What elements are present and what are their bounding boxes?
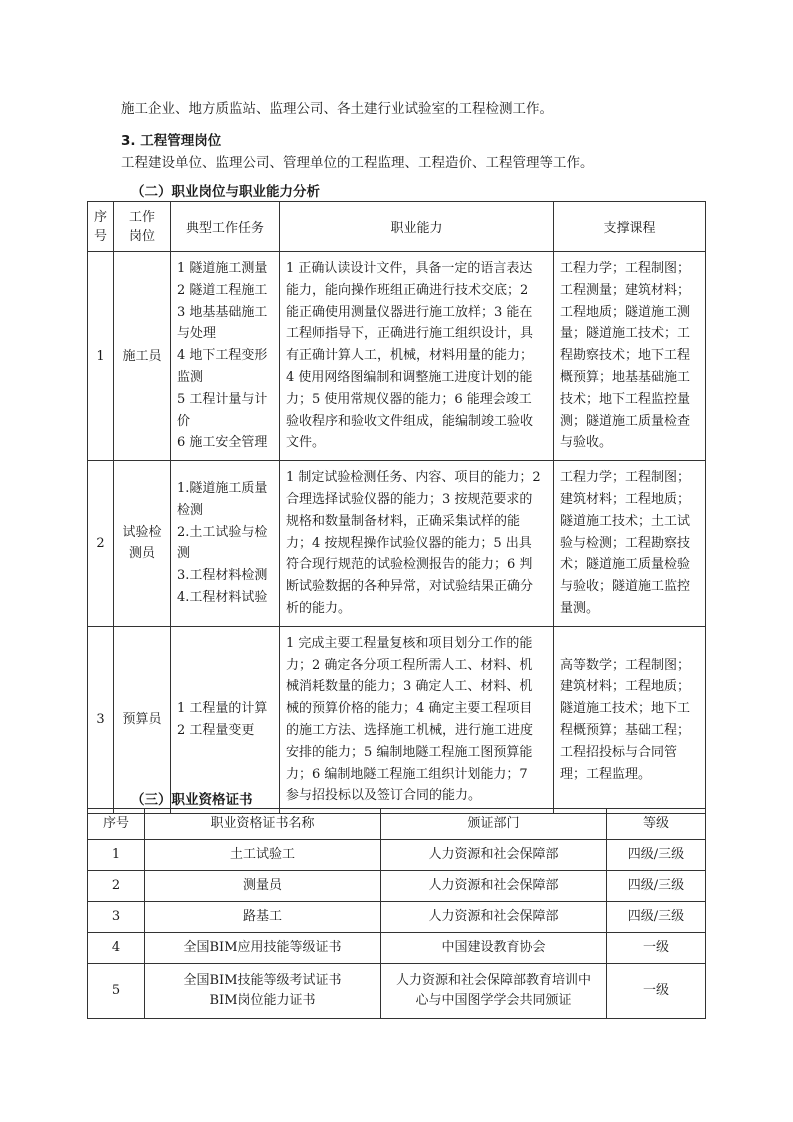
section3-heading: 3. 工程管理岗位 — [121, 133, 222, 149]
tasks-line: 与处理 — [177, 326, 217, 342]
ability-line: 的施工方法、选择施工机械，进行施工进度 — [286, 722, 534, 738]
post-cell — [114, 252, 171, 461]
tasks-line: 监测 — [177, 369, 204, 385]
ability-line: 能正确使用测量仪器进行施工放样；3 能在 — [286, 304, 533, 320]
post-line: 测员 — [128, 546, 155, 562]
ability-line: 力；6 编制地隧工程施工组织计划能力；7 — [286, 766, 528, 782]
ability-cell — [280, 626, 554, 813]
tasks-line: 2 工程量变更 — [177, 722, 255, 738]
ability-line: 合理选择试验仪器的能力；3 按规范要求的 — [286, 491, 533, 507]
tasks-line: 1 隧道施工测量 — [177, 261, 268, 276]
tasks-line: 3.工程材料检测 — [177, 568, 268, 584]
ability-line: 有正确计算人工，机械，材料用量的能力； — [286, 348, 534, 364]
courses-line: 与验收；隧道施工监控 — [560, 579, 691, 595]
dept-cell — [381, 902, 607, 933]
ability-line: 安排的能力；5 编制地隧工程施工图预算能 — [286, 744, 533, 760]
tasks-line: 2 隧道工程施工 — [177, 282, 268, 298]
table2-header-row — [88, 809, 706, 840]
dept-line: 人力资源和社会保障部 — [428, 909, 559, 924]
dept-line: 心与中国图学学会共同颁证 — [415, 993, 572, 1008]
ability-line: 规格和数量制备材料，正确采集试样的能 — [286, 513, 521, 529]
ability-line: 4 使用网络图编制和调整施工进度计划的能 — [286, 369, 533, 385]
dept-line: 人力资源和社会保障部教育培训中 — [395, 973, 591, 988]
cert-row — [88, 871, 706, 902]
level-cell: 一级 — [607, 933, 706, 964]
dept-cell — [381, 871, 607, 902]
cert-name-cell — [145, 902, 381, 933]
courses-line: 工程力学；工程制图； — [560, 261, 691, 276]
header-level: 等级 — [607, 809, 706, 840]
post-line: 预算员 — [122, 712, 162, 728]
courses-cell — [554, 461, 706, 627]
courses-line: 技术；地下工程监控量 — [560, 391, 691, 407]
courses-line: 工程力学；工程制图； — [560, 470, 691, 486]
tasks-line: 6 施工安全管理 — [177, 435, 268, 451]
level-cell: 四级/三级 — [607, 840, 706, 871]
tasks-line: 5 工程计量与计 — [177, 391, 268, 407]
tasks-line: 3 地基基础施工 — [177, 304, 268, 320]
ability-line: 工程师指导下，正确进行施工组织设计，具 — [286, 326, 534, 342]
seq-cell: 2 — [88, 461, 114, 627]
courses-cell — [554, 252, 706, 461]
tasks-line: 价 — [177, 413, 191, 429]
ability-line: 械的预算价格的能力；4 确定主要工程项目 — [286, 701, 533, 717]
post-line: 施工员 — [122, 348, 162, 364]
section3-text: 工程建设单位、监理公司、管理单位的工程监理、工程造价、工程管理等工作。 — [121, 155, 594, 171]
courses-line: 建筑材料；工程地质； — [560, 491, 691, 507]
courses-line: 验与检测；工程勘察技 — [560, 535, 691, 551]
tasks-cell — [171, 626, 280, 813]
header-ability: 职业能力 — [280, 202, 554, 252]
table2-caption: （三）职业资格证书 — [131, 792, 253, 808]
ability-cell — [280, 252, 554, 461]
courses-line: 测；隧道施工质量检查 — [560, 413, 691, 429]
cert-name-line: 土工试验工 — [229, 847, 295, 862]
courses-cell — [554, 626, 706, 813]
dept-cell — [381, 840, 607, 871]
ability-line: 1 正确认读设计文件，具备一定的语言表达 — [286, 261, 533, 276]
courses-line: 与验收。 — [560, 435, 613, 451]
post-line: 试验检 — [122, 525, 162, 541]
table-row — [88, 252, 706, 461]
level-cell: 四级/三级 — [607, 902, 706, 933]
header-cert-name: 职业资格证书名称 — [145, 809, 381, 840]
header-post: 工作 岗位 — [114, 202, 171, 252]
courses-line: 量；隧道施工技术；工 — [560, 326, 691, 342]
dept-line: 人力资源和社会保障部 — [428, 847, 559, 862]
cert-row — [88, 902, 706, 933]
header-dept: 颁证部门 — [381, 809, 607, 840]
ability-line: 析的能力。 — [286, 600, 352, 616]
header-seq: 序号 — [88, 809, 145, 840]
courses-line: 程概预算；基础工程； — [560, 722, 691, 738]
ability-line: 验收程序和验收文件组成，能编制竣工验收 — [286, 413, 534, 429]
courses-line: 隧道施工技术；土工试 — [560, 513, 691, 529]
ability-line: 断试验数据的各种异常，对试验结果正确分 — [286, 579, 534, 595]
dept-line: 中国建设教育协会 — [441, 940, 546, 955]
courses-line: 工程招投标与合同管 — [560, 744, 678, 760]
tasks-line: 4.工程材料试验 — [177, 590, 268, 606]
tasks-line: 2.土工试验与检 — [177, 524, 268, 540]
tasks-line: 检测 — [177, 502, 204, 518]
seq-cell: 3 — [88, 902, 145, 933]
tasks-cell — [171, 461, 280, 627]
table-row — [88, 461, 706, 627]
table1-caption: （二）职业岗位与职业能力分析 — [131, 184, 320, 200]
dept-cell — [381, 964, 607, 1019]
header-tasks: 典型工作任务 — [171, 202, 280, 252]
cert-name-line: 路基工 — [242, 909, 282, 924]
courses-line: 理；工程监理。 — [560, 766, 652, 782]
tasks-line: 4 地下工程变形 — [177, 348, 268, 364]
ability-cell — [280, 461, 554, 627]
table1-header-row — [88, 202, 706, 252]
ability-line: 1 制定试验检测任务、内容、项目的能力；2 — [286, 470, 541, 486]
tasks-line: 1 工程量的计算 — [177, 701, 268, 717]
cert-row — [88, 964, 706, 1019]
courses-line: 量测。 — [560, 600, 600, 616]
cert-name-line: 测量员 — [242, 878, 282, 893]
intro-line: 施工企业、地方质监站、监理公司、各土建行业试验室的工程检测工作。 — [121, 101, 553, 117]
courses-line: 建筑材料；工程地质； — [560, 679, 691, 695]
dept-line: 人力资源和社会保障部 — [428, 878, 559, 893]
cert-row — [88, 840, 706, 871]
ability-line: 力；2 确定各分项工程所需人工、材料、机 — [286, 657, 533, 673]
seq-cell: 4 — [88, 933, 145, 964]
seq-cell: 1 — [88, 252, 114, 461]
table-row — [88, 626, 706, 813]
courses-line: 术；隧道施工质量检验 — [560, 557, 691, 573]
ability-line: 能力，能向操作班组正确进行技术交底；2 — [286, 282, 529, 298]
tasks-cell — [171, 252, 280, 461]
courses-line: 高等数学；工程制图； — [560, 657, 691, 673]
courses-line: 概预算；地基基础施工 — [560, 369, 691, 385]
cert-name-line: 全国BIM应用技能等级证书 — [183, 940, 342, 955]
ability-line: 参与招投标以及签订合同的能力。 — [286, 788, 482, 804]
ability-line: 械消耗数量的能力；3 确定人工、材料、机 — [286, 679, 533, 695]
cert-name-line: 全国BIM技能等级考试证书 — [183, 973, 342, 988]
level-cell: 一级 — [607, 964, 706, 1019]
post-cell — [114, 626, 171, 813]
cert-name-cell — [145, 871, 381, 902]
courses-line: 工程地质；隧道施工测 — [560, 304, 691, 320]
courses-line: 程勘察技术；地下工程 — [560, 348, 691, 364]
ability-line: 文件。 — [286, 435, 326, 451]
header-seq: 序 号 — [88, 202, 114, 252]
level-cell: 四级/三级 — [607, 871, 706, 902]
courses-line: 隧道施工技术；地下工 — [560, 701, 691, 717]
tasks-line: 1.隧道施工质量 — [177, 481, 268, 497]
courses-line: 工程测量；建筑材料； — [560, 282, 691, 298]
dept-cell — [381, 933, 607, 964]
ability-line: 力；5 使用常规仪器的能力；6 能理会竣工 — [286, 391, 532, 407]
seq-cell: 5 — [88, 964, 145, 1019]
seq-cell: 1 — [88, 840, 145, 871]
ability-line: 力；4 按规程操作试验仪器的能力；5 出具 — [286, 535, 532, 551]
ability-line: 1 完成主要工程量复核和项目划分工作的能 — [286, 635, 533, 651]
seq-cell: 3 — [88, 626, 114, 813]
seq-cell: 2 — [88, 871, 145, 902]
career-ability-table — [87, 201, 706, 814]
post-cell — [114, 461, 171, 627]
ability-line: 符合现行规范的试验检测报告的能力；6 判 — [286, 557, 533, 573]
cert-name-cell — [145, 933, 381, 964]
cert-row — [88, 933, 706, 964]
cert-name-cell — [145, 964, 381, 1019]
tasks-line: 测 — [177, 546, 191, 562]
cert-name-cell — [145, 840, 381, 871]
certificate-table — [87, 808, 706, 1019]
header-courses: 支撑课程 — [554, 202, 706, 252]
cert-name-line: BIM岗位能力证书 — [209, 993, 316, 1008]
